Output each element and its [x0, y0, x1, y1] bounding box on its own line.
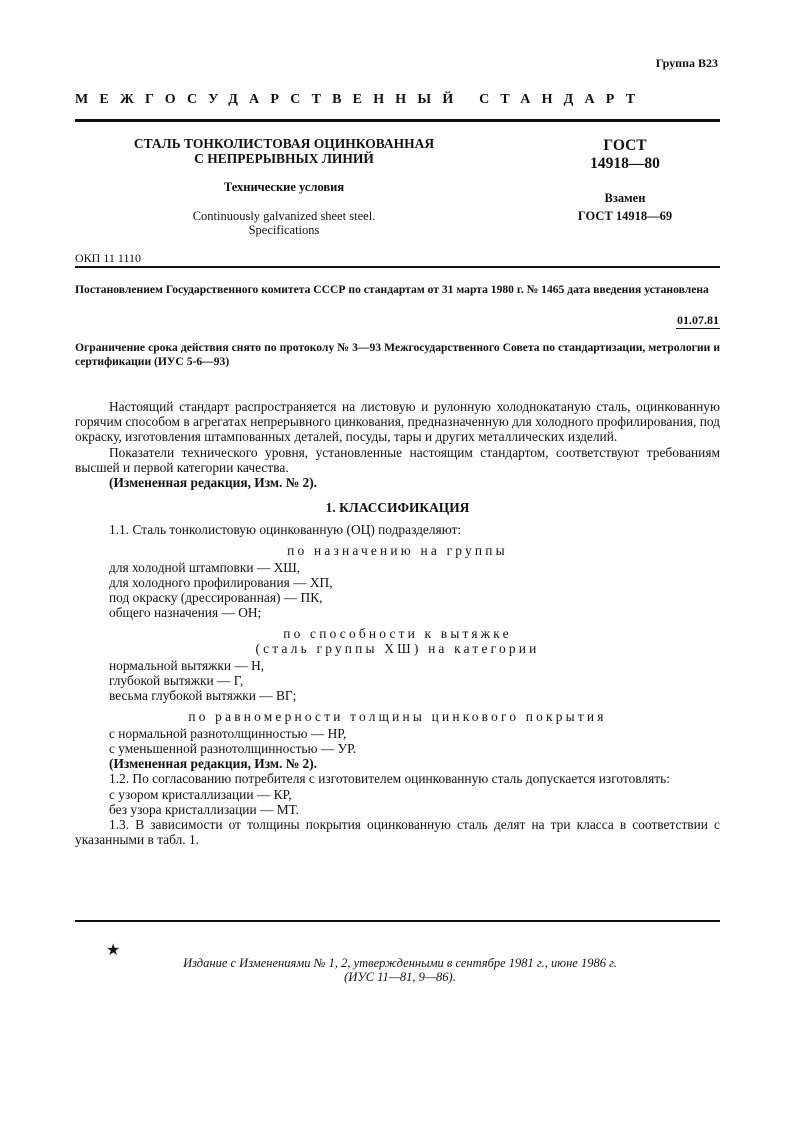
purpose-heading: по назначению на группы: [287, 542, 508, 558]
footer-rule: [75, 920, 720, 922]
title-line-2: С НЕПРЕРЫВНЫХ ЛИНИЙ: [194, 151, 374, 166]
drawability-item: нормальной вытяжки — Н,: [109, 658, 265, 674]
document-body: [75, 399, 720, 847]
gost-code-line-2: 14918—80: [590, 155, 660, 172]
amendment-note-1: (Измененная редакция, Изм. № 2).: [109, 475, 318, 491]
pattern-item: без узора кристаллизации — МТ.: [109, 801, 299, 817]
clause-1-2: 1.2. По согласованию потребителя с изготовителем оцинкованную сталь допускается изготовлять:: [109, 771, 670, 787]
purpose-item: под окраску (дрессированная) — ПК,: [109, 590, 323, 606]
effective-date: 01.07.81: [677, 313, 719, 327]
gost-replaces-value: ГОСТ 14918—69: [577, 209, 673, 223]
star-icon: ★: [106, 942, 121, 959]
title-block: [95, 136, 473, 237]
okp-code: ОКП 11 1110: [75, 251, 141, 265]
intro-paragraph: Настоящий стандарт распространяется на листовую и рулонную холоднокатаную сталь, оцинкованную горячим способом в агрегатах непрерывного цинкования, предназначенную для холодного профилирования, под окраску, изготовления штампованных деталей, посуды, тары и других металлических изделий.: [75, 399, 720, 445]
drawability-item: глубокой вытяжки — Г,: [109, 673, 244, 689]
okp-rule: [75, 266, 720, 268]
purpose-item: общего назначения — ОН;: [109, 605, 262, 621]
purpose-item: для холодного профилирования — ХП,: [109, 575, 333, 591]
edition-line-2: (ИУС 11—81, 9—86).: [344, 970, 456, 984]
group-label: Группа В23: [655, 56, 718, 70]
amendment-note-2: (Измененная редакция, Изм. № 2).: [109, 756, 318, 772]
edition-line-1: Издание с Изменениями № 1, 2, утвержденными в сентябре 1981 г., июне 1986 г.: [183, 956, 617, 970]
drawability-heading-2: (сталь группы ХШ) на категории: [255, 640, 540, 656]
header-rule-thick: [75, 119, 720, 122]
uniformity-item: с уменьшенной разнотолщинностью — УР.: [109, 741, 357, 757]
uniformity-item: с нормальной разнотолщинностью — НР,: [109, 725, 347, 741]
gost-code-line-1: ГОСТ: [603, 137, 647, 154]
title-english-line-1: Continuously galvanized sheet steel.: [192, 209, 376, 223]
clause-1-3: 1.3. В зависимости от толщины покрытия оцинкованную сталь делят на три класса в соответствии с указанными в табл. 1.: [75, 817, 720, 848]
date-underline: [676, 328, 720, 329]
purpose-item: для холодной штамповки — ХШ,: [109, 559, 301, 575]
title-subtitle: Технические условия: [223, 180, 345, 194]
pattern-item: с узором кристаллизации — КР,: [109, 786, 292, 802]
drawability-item: весьма глубокой вытяжки — ВГ;: [109, 688, 297, 704]
decree-text: Постановлением Государственного комитета СССР по стандартам от 31 марта 1980 г. № 1465 дата введения установлена: [75, 283, 709, 296]
title-english-line-2: Specifications: [248, 223, 320, 237]
indicators-paragraph: Показатели технического уровня, установленные настоящим стандартом, соответствуют требованиям высшей и первой категории качества.: [75, 444, 720, 475]
title-english: [95, 209, 473, 237]
standard-banner: МЕЖГОСУДАРСТВЕННЫЙ СТАНДАРТ: [75, 92, 647, 107]
section-title: 1. КЛАССИФИКАЦИЯ: [325, 500, 470, 516]
gost-replaces-label: Взамен: [604, 191, 646, 205]
edition-note: [140, 956, 660, 984]
title-line-1: СТАЛЬ ТОНКОЛИСТОВАЯ ОЦИНКОВАННАЯ: [133, 136, 435, 151]
clause-1-1: 1.1. Сталь тонколистовую оцинкованную (ОЦ) подразделяют:: [109, 522, 462, 538]
drawability-heading-1: по способности к вытяжке: [283, 625, 512, 641]
uniformity-heading: по равномерности толщины цинкового покрытия: [188, 708, 607, 724]
restriction-text: Ограничение срока действия снято по протоколу № 3—93 Межгосударственного Совета по стандартизации, метрологии и сертификации (ИУС 5-6—93): [75, 341, 720, 368]
gost-block: [530, 137, 720, 225]
